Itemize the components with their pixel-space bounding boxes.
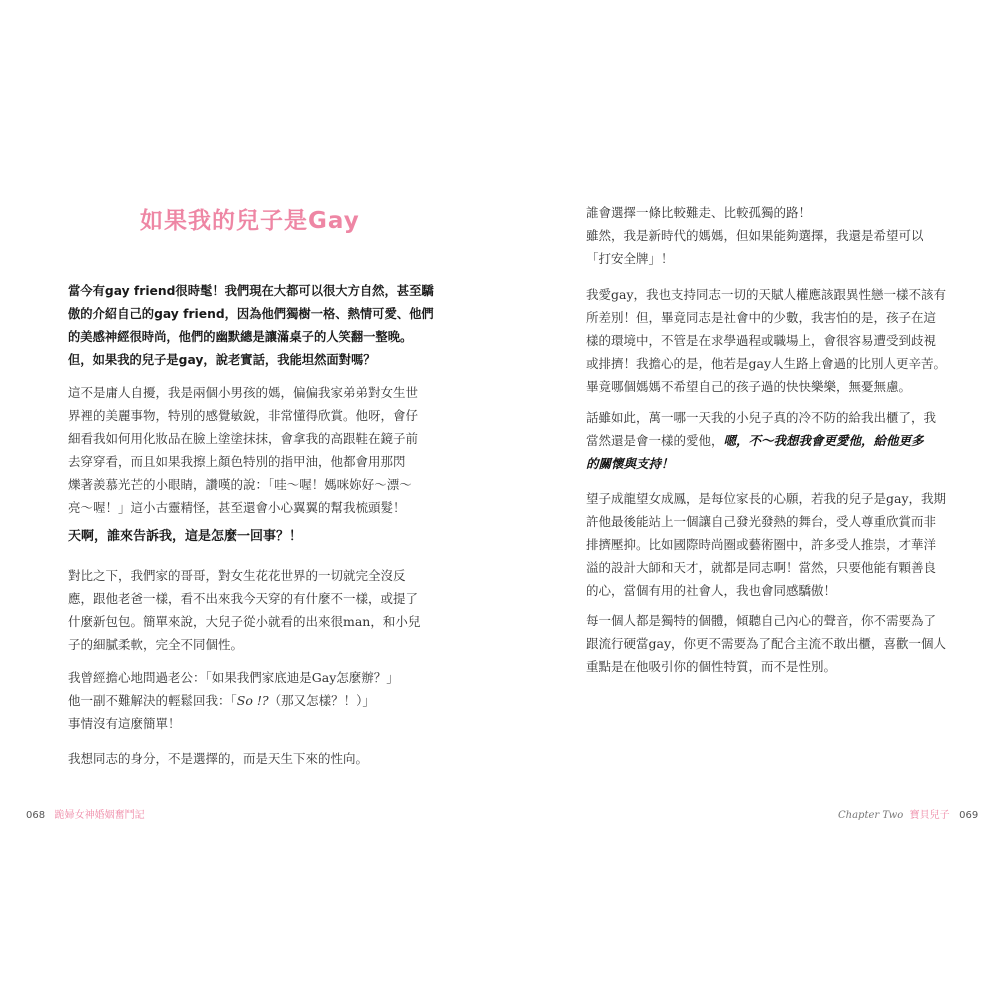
text-line: 跟流行硬當gay，你更不需要為了配合主流不敢出櫃，喜歡一個人 — [586, 636, 947, 651]
text-line: 重點是在他吸引你的個性特質，而不是性別。 — [586, 659, 837, 674]
text-line: 爍著羨慕光芒的小眼睛，讚嘆的說：「哇～喔！媽咪妳好～漂～ — [68, 477, 412, 492]
chapter-label: Chapter Two — [838, 810, 904, 821]
text-emphasis: 嗯，不～我想我會更愛他，給他更多 — [723, 433, 924, 448]
text-line: 畢竟哪個媽媽不希望自己的孩子過的快快樂樂，無憂無慮。 — [586, 379, 912, 394]
text-line: 的心，當個有用的社會人，我也會同感驕傲！ — [586, 583, 837, 598]
text-line: 子的細膩柔軟，完全不同個性。 — [68, 637, 244, 652]
text-line: 我愛gay，我也支持同志一切的天賦人權應該跟異性戀一樣不該有 — [586, 287, 947, 302]
paragraph-3 — [68, 666, 399, 735]
right-footer — [838, 806, 978, 821]
lead-line: 的美感神經很時尚，他們的幽默總是讓滿桌子的人笑翻一整晚。 — [68, 330, 413, 344]
dialogue-italic: So !? — [236, 693, 269, 708]
paragraph-4 — [586, 487, 946, 602]
text-line: 或排擠！我擔心的是，他若是gay人生路上會過的比別人更辛苦。 — [586, 356, 947, 371]
text-line: 誰會選擇一條比較難走、比較孤獨的路！ — [586, 205, 812, 220]
paragraph-4 — [68, 747, 368, 770]
text-line: 許他最後能站上一個讓自己發光發熱的舞台，受人尊重欣賞而非 — [586, 514, 937, 529]
paragraph-2 — [68, 564, 420, 656]
paragraph-5 — [586, 609, 946, 678]
text-line: 細看我如何用化妝品在臉上塗塗抹抹，會拿我的高跟鞋在鏡子前 — [68, 431, 419, 446]
right-page — [500, 0, 1000, 1000]
page-number: 068 — [26, 810, 46, 821]
left-footer — [26, 806, 145, 821]
paragraph-1 — [68, 381, 418, 519]
text-line: 這不是庸人自擾，我是兩個小男孩的媽，偏偏我家弟弟對女生世 — [68, 385, 419, 400]
lead-line: 傲的介紹自己的gay friend，因為他們獨樹一格、熱情可愛、他們 — [68, 307, 434, 321]
text-line: 望子成龍望女成鳳，是每位家長的心願，若我的兒子是gay，我期 — [586, 491, 947, 506]
text-line: 溢的設計大師和天才，就都是同志啊！當然，只要他能有顆善良 — [586, 560, 937, 575]
text-line: 雖然，我是新時代的媽媽，但如果能夠選擇，我還是希望可以 — [586, 228, 924, 243]
text-line: 我想同志的身分，不是選擇的，而是天生下來的性向。 — [68, 751, 369, 766]
text-line: 話雖如此，萬一哪一天我的小兒子真的冷不防的給我出櫃了，我 — [586, 410, 937, 425]
sub-heading — [68, 525, 302, 548]
lead-line: 當今有gay friend很時髦！我們現在大都可以很大方自然，甚至驕 — [68, 284, 434, 298]
paragraph-1 — [586, 201, 924, 270]
section-title: 寶貝兒子 — [909, 810, 950, 821]
text-line: 應，跟他老爸一樣，看不出來我今天穿的有什麼不一樣，或提了 — [68, 591, 419, 606]
lead-paragraph — [68, 280, 434, 372]
text-emphasis-line: 的關懷與支持！ — [586, 456, 674, 471]
text-line: 界裡的美麗事物，特別的感覺敏銳，非常懂得欣賞。他呀，會仔 — [68, 408, 419, 423]
text-line: 每一個人都是獨特的個體，傾聽自己內心的聲音，你不需要為了 — [586, 613, 937, 628]
text-line: 亮～喔！」這小古靈精怪，甚至還會小心翼翼的幫我梳頭髮！ — [68, 500, 406, 515]
text-line: 所差別！但，畢竟同志是社會中的少數，我害怕的是，孩子在這 — [586, 310, 937, 325]
text-line: 「打安全牌」！ — [586, 251, 674, 266]
text-line — [586, 429, 936, 452]
dialogue-suffix: （那又怎樣？！）」 — [268, 693, 375, 708]
sub-heading-text: 天啊，誰來告訴我，這是怎麼一回事？！ — [68, 529, 303, 544]
article-title: 如果我的兒子是Gay — [140, 208, 360, 234]
text-line — [68, 689, 399, 712]
text-line: 事情沒有這麼簡單！ — [68, 716, 181, 731]
page-number: 069 — [959, 810, 979, 821]
text-line: 去穿穿看，而且如果我擦上顏色特別的指甲油，他都會用那閃 — [68, 454, 406, 469]
text-line: 對比之下，我們家的哥哥，對女生花花世界的一切就完全沒反 — [68, 568, 406, 583]
text-line: 排擠壓抑。比如國際時尚圈或藝術圈中，許多受人推崇，才華洋 — [586, 537, 937, 552]
dialogue-prefix: 他一副不難解決的輕鬆回我：「 — [68, 693, 237, 708]
book-title: 跪婦女神婚姻奮鬥記 — [54, 810, 145, 821]
text-line: 我曾經擔心地問過老公：「如果我們家底迪是Gay怎麼辦？」 — [68, 670, 399, 685]
paragraph-2 — [586, 283, 946, 398]
text-normal: 當然還是會一樣的愛他， — [586, 433, 724, 448]
text-line: 什麼新包包。簡單來說，大兒子從小就看的出來很man，和小兒 — [68, 614, 421, 629]
lead-line: 但，如果我的兒子是gay，說老實話，我能坦然面對嗎？ — [68, 353, 376, 367]
paragraph-3 — [586, 406, 936, 475]
text-line: 樣的環境中，不管是在求學過程或職場上，會很容易遭受到歧視 — [586, 333, 937, 348]
